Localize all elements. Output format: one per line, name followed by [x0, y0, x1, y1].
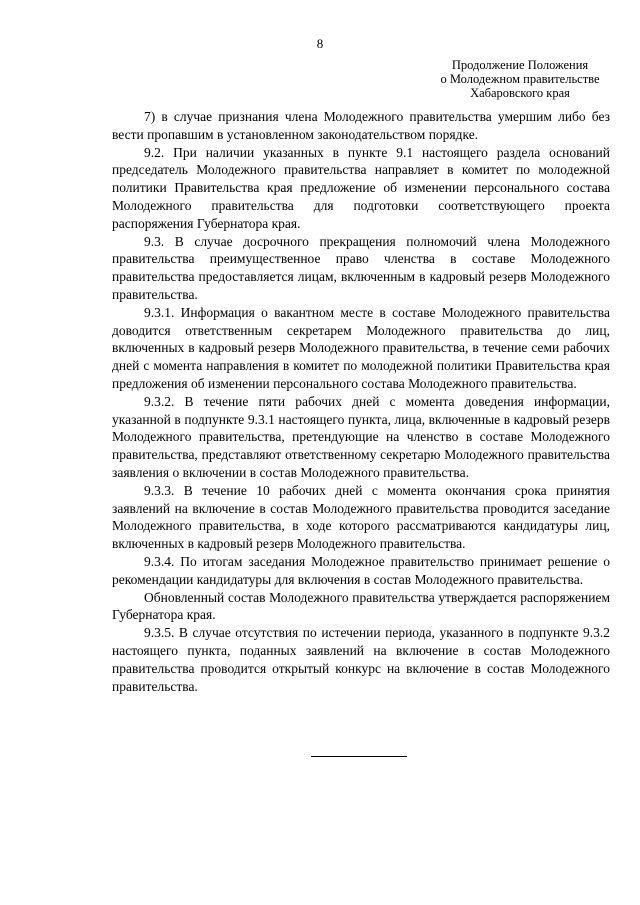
header-line-1: Продолжение Положения — [451, 58, 589, 72]
header-line-3: Хабаровского края — [470, 86, 570, 100]
paragraph-updated-composition: Обновленный состав Молодежного правительства утверждается распоряжением Губернатора края. — [112, 589, 610, 623]
paragraph-item-7: 7) в случае признания члена Молодежного правительства умершим либо без вести пропавшим в установленном законодательством порядке. — [112, 109, 610, 142]
paragraph-9-3-3: 9.3.3. В течение 10 рабочих дней с момента окончания срока принятия заявлений на включение в состав Молодежного правительства проводится заседание Молодежного правительства, в ходе которого рассматриваются кандидатуры лиц, включенных в кадровый резерв Молодежного правительства. — [112, 482, 610, 552]
end-of-text-rule — [311, 756, 407, 757]
paragraph-9-3-4: 9.3.4. По итогам заседания Молодежное правительство принимает решение о рекомендации кандидатуры для включения в состав Молодежного правительства. — [112, 553, 610, 587]
document-continuation-header — [400, 58, 640, 100]
paragraph-9-3-2: 9.3.2. В течение пяти рабочих дней с момента доведения информации, указанной в подпункте 9.3.1 настоящего пункта, лица, включенные в кадровый резерв Молодежного правительства, претендующие на членство в составе Молодежного правительства, представляют ответственному секретарю Молодежного правительства заявления о включении в состав Молодежного правительства. — [112, 393, 610, 480]
page-number: 8 — [316, 36, 324, 51]
paragraph-9-3-5: 9.3.5. В случае отсутствия по истечении периода, указанного в подпункте 9.3.2 настоящего пункта, поданных заявлений на включение в состав Молодежного правительства проводится открытый конкурс на включение в состав Молодежного правительства. — [112, 625, 610, 694]
paragraph-9-3-1: 9.3.1. Информация о вакантном месте в составе Молодежного правительства доводится ответственным секретарем Молодежного правительства до лиц, включенных в кадровый резерв Молодежного правительства, в течение семи рабочих дней с момента направления в комитет по молодежной политики Правительства края предложения об изменении персонального состава Молодежного правительства. — [112, 304, 610, 391]
document-body — [112, 108, 610, 695]
paragraph-9-2: 9.2. При наличии указанных в пункте 9.1 настоящего раздела оснований председатель Молодежного правительства направляет в комитет по молодежной политики Правительства края предложение об изменении персонального состава Молодежного правительства для подготовки соответствующего проекта распоряжения Губернатора края. — [112, 144, 610, 231]
paragraph-9-3: 9.3. В случае досрочного прекращения полномочий члена Молодежного правительства преимущественное право членства в составе Молодежного правительства предоставляется лицам, включенным в кадровый резерв Молодежного правительства. — [112, 233, 610, 302]
header-line-2: о Молодежном правительстве — [440, 72, 600, 86]
